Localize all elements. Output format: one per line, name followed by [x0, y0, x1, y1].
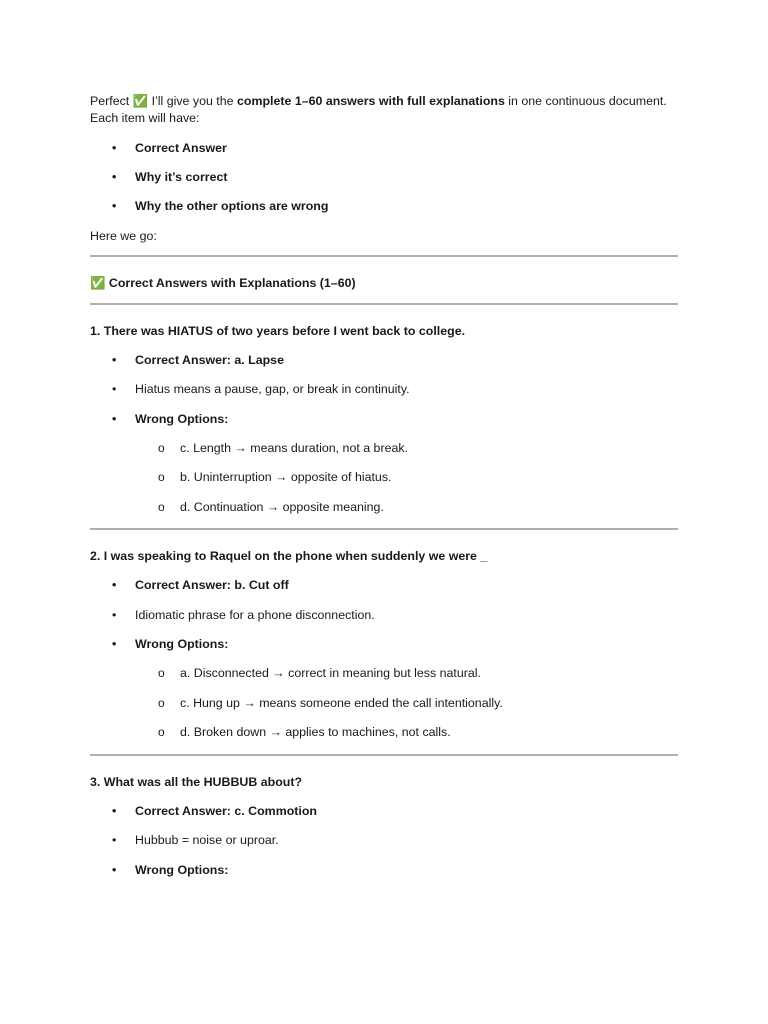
wrong-options-list: [90, 440, 678, 516]
intro-suffix: in one continuous document. Each item will have:: [90, 94, 667, 126]
wrong-option: o c. Length → means duration, not a break.: [90, 440, 678, 457]
divider: [90, 754, 678, 756]
wrong-options-list: [90, 665, 678, 741]
explanation: • Hubbub = noise or uproar.: [90, 832, 678, 849]
divider: [90, 528, 678, 530]
wrong-option: o b. Uninterruption → opposite of hiatus.: [90, 469, 678, 486]
wrong-options-label: • Wrong Options:: [90, 411, 678, 428]
wrong-options-label: • Wrong Options:: [90, 862, 678, 879]
question-title: 3. What was all the HUBBUB about?: [90, 774, 303, 789]
wrong-option: o a. Disconnected → correct in meaning but less natural.: [90, 665, 678, 682]
wrong-option: o d. Broken down → applies to machines, not calls.: [90, 724, 678, 741]
question-block: [90, 548, 678, 742]
format-item: • Correct Answer: [90, 140, 678, 157]
document-content: [90, 93, 678, 891]
divider: [90, 255, 678, 257]
divider: [90, 303, 678, 305]
explanation: • Hiatus means a pause, gap, or break in continuity.: [90, 381, 678, 398]
answer-list: [90, 803, 678, 879]
question-title: 1. There was HIATUS of two years before I went back to college.: [90, 323, 466, 338]
intro-paragraph: [90, 93, 678, 128]
intro-prefix: Perfect ✅ I’ll give you the: [90, 94, 237, 108]
wrong-options-label: • Wrong Options:: [90, 636, 678, 653]
answer-list: [90, 577, 678, 653]
answer-list: [90, 352, 678, 428]
question-block: [90, 774, 678, 879]
intro-bold: complete 1–60 answers with full explanations: [236, 94, 505, 108]
wrong-option: o c. Hung up → means someone ended the call intentionally.: [90, 695, 678, 712]
format-item: • Why the other options are wrong: [90, 198, 678, 215]
format-list: [90, 140, 678, 216]
wrong-option: o d. Continuation → opposite meaning.: [90, 499, 678, 516]
correct-answer: • Correct Answer: a. Lapse: [90, 352, 678, 369]
correct-answer: • Correct Answer: c. Commotion: [90, 803, 678, 820]
explanation: • Idiomatic phrase for a phone disconnection.: [90, 607, 678, 624]
section-heading: ✅ Correct Answers with Explanations (1–60): [90, 276, 356, 291]
format-item: • Why it’s correct: [90, 169, 678, 186]
correct-answer: • Correct Answer: b. Cut off: [90, 577, 678, 594]
question-block: [90, 323, 678, 517]
question-title: 2. I was speaking to Raquel on the phone when suddenly we were _: [90, 549, 488, 564]
here-we-go-text: Here we go:: [90, 228, 157, 243]
